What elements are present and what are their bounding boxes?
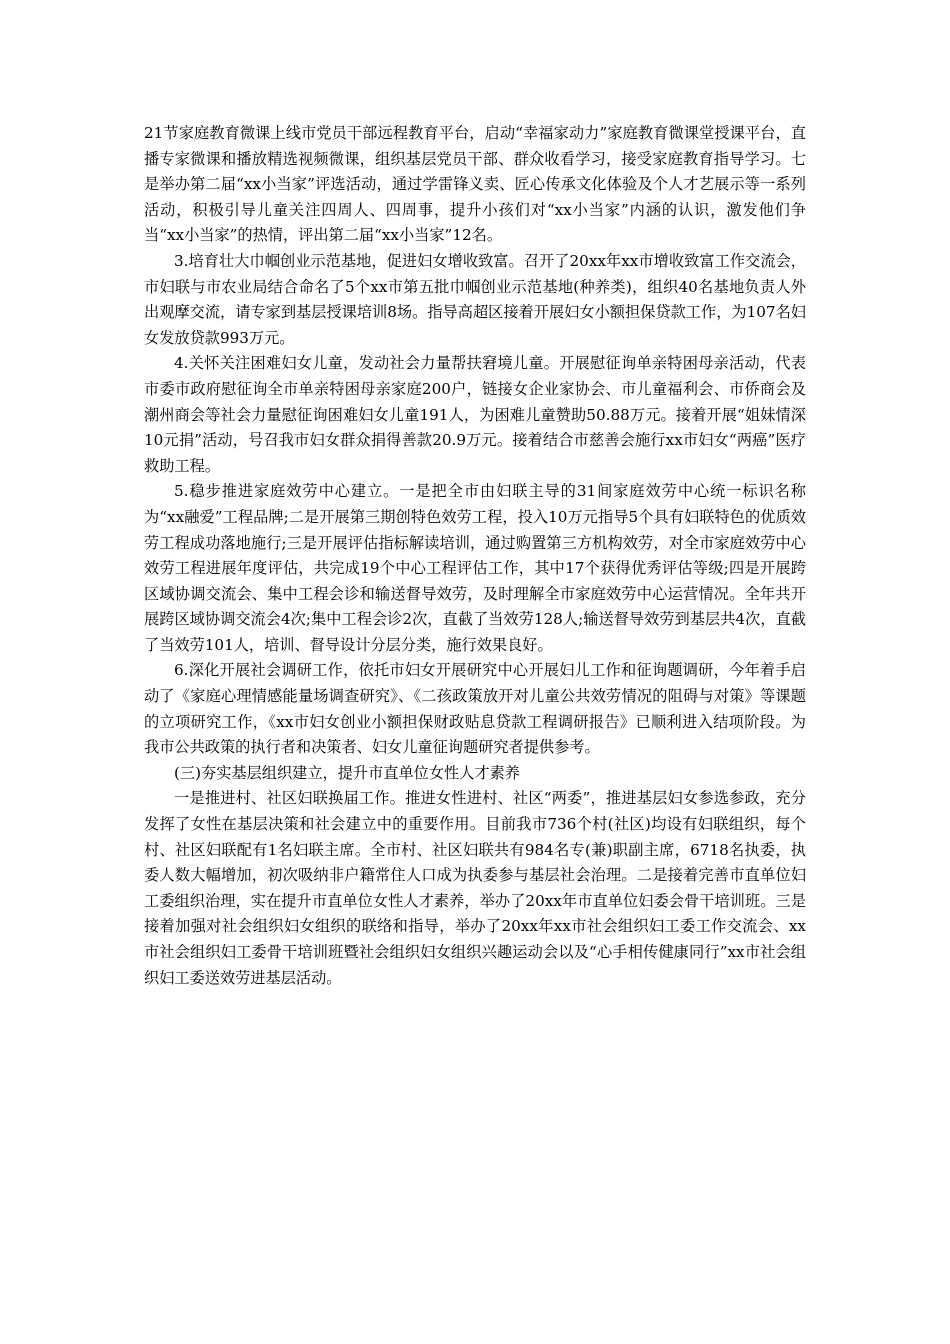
paragraph-family-service-center: 5.稳步推进家庭效劳中心建立。一是把全市由妇联主导的31间家庭效劳中心统一标识名称为“xx融爱”工程品牌;二是开展第三期创特色效劳工程，投入10万元指导5个具有妇联特色的优质效劳工程成功落地施行;三是开展评估指标解读培训，通过购置第三方机构效劳，对全市家庭效劳中心效劳工程进展年度评估，共完成19个中心工程评估工作，其中17个获得优秀评估等级;四是开展跨区域协调交流会、集中工程会诊和输送督导效劳，及时理解全市家庭效劳中心运营情况。全年共开展跨区域协调交流会4次;集中工程会诊2次，直截了当效劳128人;输送督导效劳到基层共4次，直截了当效劳101人，培训、督导设计分层分类，施行效果良好。 (144, 482, 806, 654)
paragraph-family-education: 21节家庭教育微课上线市党员干部远程教育平台，启动“幸福家动力”家庭教育微课堂授课平台，直播专家微课和播放精选视频微课，组织基层党员干部、群众收看学习，接受家庭教育指导学习。七是举办第二届“xx小当家”评选活动，通过学雷锋义卖、匠心传承文化体验及个人才艺展示等一系列活动，积极引导儿童关注四周人、四周事，提升小孩们对“xx小当家”内涵的认识，激发他们争当“xx小当家”的热情，评出第二届“xx小当家”12名。 (144, 124, 806, 245)
paragraph-social-research: 6.深化开展社会调研工作，依托市妇女开展研究中心开展妇儿工作和征询题调研，今年着手启动了《家庭心理情感能量场调查研究》、《二孩政策放开对儿童公共效劳情况的阻碍与对策》等课题的立项研究工作，《xx市妇女创业小额担保财政贴息贷款工程调研报告》已顺利进入结项阶段。为我市公共政策的执行者和决策者、妇女儿童征询题研究者提供参考。 (144, 661, 806, 757)
paragraph-entrepreneurship-base: 3.培育壮大巾帼创业示范基地，促进妇女增收致富。召开了20xx年xx市增收致富工作交流会，市妇联与市农业局结合命名了5个xx市第五批巾帼创业示范基地(种养类)，组织40名基地负责人外出观摩交流，请专家到基层授课培训8场。指导高超区接着开展妇女小额担保贷款工作，为107名妇女发放贷款993万元。 (144, 251, 806, 347)
document-body (144, 121, 806, 991)
section-heading-grassroots: (三)夯实基层组织建立，提升市直单位女性人才素养 (174, 763, 520, 782)
paragraph-grassroots-organization: 一是推进村、社区妇联换届工作。推进女性进村、社区“两委”，推进基层妇女参选参政，充分发挥了女性在基层决策和社会建立中的重要作用。目前我市736个村(社区)均设有妇联组织，每个村、社区妇联配有1名妇联主席。全市村、社区妇联共有984名专(兼)职副主席，6718名执委，执委人数大幅增加，初次吸纳非户籍常住人口成为执委参与基层社会治理。二是接着完善市直单位妇工委组织治理，实在提升市直单位女性人才素养，举办了20xx年市直单位妇委会骨干培训班。三是接着加强对社会组织妇女组织的联络和指导，举办了20xx年xx市社会组织妇工委工作交流会、xx市社会组织妇工委骨干培训班暨社会组织妇女组织兴趣运动会以及“心手相传健康同行”xx市社会组织妇工委送效劳进基层活动。 (144, 789, 806, 987)
paragraph-care-women-children: 4.关怀关注困难妇女儿童，发动社会力量帮扶窘境儿童。开展慰征询单亲特困母亲活动，代表市委市政府慰征询全市单亲特困母亲家庭200户，链接女企业家协会、市儿童福利会、市侨商会及潮州商会等社会力量慰征询困难妇女儿童191人，为困难儿童赞助50.88万元。接着开展“姐妹情深10元捐”活动，号召我市妇女群众捐得善款20.9万元。接着结合市慈善会施行xx市妇女“两癌”医疗救助工程。 (144, 354, 806, 475)
